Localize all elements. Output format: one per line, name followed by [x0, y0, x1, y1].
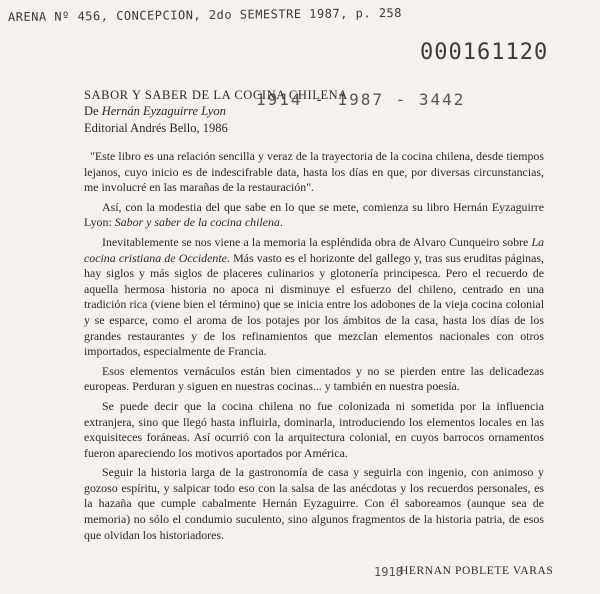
- paragraph-3: [84, 235, 544, 360]
- book-title: SABOR Y SABER DE LA COCINA CHILENA: [84, 88, 348, 102]
- paragraph-5: Se puede decir que la cocina chilena no fue colonizada ni sometida por la influencia extranjera, sino que llegó hasta influirla, dominarla, introduciendo los elementos locales en las exquisiteces foráneas. Así ocurrió con la arquitectura colonial, en cuyos barrocos ornamentos fueron apareciendo los motivos aportados por América.: [84, 398, 544, 460]
- paragraph-2-text: Así, con la modestia del que sabe en lo que se mete, comienza su libro Hernán Eyzaguirre Lyon:: [84, 199, 544, 230]
- paragraph-2-end: .: [279, 215, 283, 230]
- book-title-inline: Sabor y saber de la cocina chilena: [114, 215, 280, 230]
- publisher-line: Editorial Andrés Bello, 1986: [84, 121, 228, 135]
- handwritten-years: 1914 - 1987 - 3442: [256, 90, 466, 109]
- paragraph-2: [84, 200, 544, 231]
- handwritten-citation: ARENA Nº 456, CONCEPCION, 2do SEMESTRE 1987, p. 258: [7, 5, 403, 25]
- cunqueiro-title-inline: La cocina cristiana de Occidente: [84, 234, 544, 265]
- reviewer-signature: HERNAN POBLETE VARAS: [400, 565, 554, 577]
- author-line: [84, 104, 226, 119]
- paragraph-1: "Este libro es una relación sencilla y veraz de la trayectoria de la cocina chilena, desde tiempos lejanos, cuyo inicio es de indescifrable data, hasta los días en que, por diversas circunstancias, me involucré en las marañas de la restauración".: [84, 149, 544, 195]
- paragraph-3-text: Inevitablemente se nos viene a la memoria la espléndida obra de Alvaro Cunqueiro sobre: [102, 234, 532, 249]
- paragraph-6: Seguir la historia larga de la gastronomía de casa y seguirla con ingenio, con animoso y gozoso espíritu, y salpicar todo eso con la salsa de las anécdotas y los recuerdos personales, es la hazaña que cumple cabalmente Hernán Eyzaguirre. Con él saboreamos (aunque sea de memoria) no sólo el condumio suculento, sino algunos fragmentos de la historia patria, de esos que olvidan los historiadores.: [84, 465, 544, 542]
- author-prefix: De: [84, 104, 102, 118]
- author-name: Hernán Eyzaguirre Lyon: [101, 104, 226, 118]
- review-body: [84, 149, 544, 547]
- paragraph-4: Esos elementos vernáculos están bien cimentados y no se pierden entre las delicadezas europeas. Perduran y siguen en nuestras cocinas... y también en nuestra poesía.: [84, 363, 544, 394]
- handwritten-catalog-number: 000161120: [420, 40, 549, 65]
- paragraph-3-rest: . Más vasto es el horizonte del gallego y, tras sus eruditas páginas, hay siglos y más siglos de placeres culinarios y glotonería principesca. Pero el recuerdo de aquella hermosa historia no apoca ni disminuye el esfuerzo del chileno, centrado en una tradición rica (viene bien el término) que se inicia entre los adobones de la vieja cocina colonial y se esparce, como el aroma de los potajes por los ámbitos de la casa, hasta los días de los grandes restaurantes y de los refinamientos que mezclan elementos nacionales con otros importados, especialmente de Francia.: [84, 250, 544, 359]
- handwritten-footer-mark: 1918: [374, 565, 403, 579]
